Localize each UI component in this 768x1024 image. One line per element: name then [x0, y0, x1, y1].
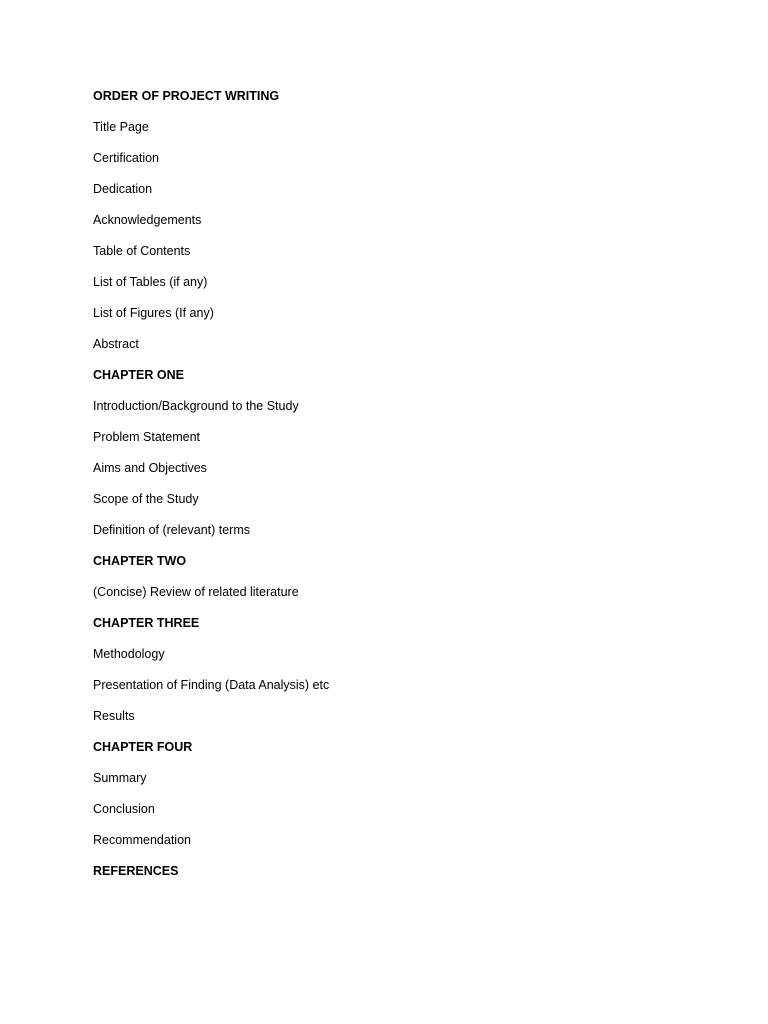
chapter-heading: CHAPTER THREE: [93, 616, 200, 630]
list-item: Scope of the Study: [93, 492, 199, 506]
project-order-list: [93, 87, 329, 893]
list-item: Definition of (relevant) terms: [93, 523, 251, 537]
chapter-heading: CHAPTER TWO: [93, 554, 187, 568]
list-item: Aims and Objectives: [93, 461, 207, 475]
document-title: ORDER OF PROJECT WRITING: [93, 89, 280, 103]
list-item: Summary: [93, 771, 147, 785]
list-item: (Concise) Review of related literature: [93, 585, 299, 599]
references-heading: REFERENCES: [93, 864, 179, 878]
list-item: Introduction/Background to the Study: [93, 399, 299, 413]
list-item: Presentation of Finding (Data Analysis) etc: [93, 678, 330, 692]
list-item: Acknowledgements: [93, 213, 202, 227]
list-item: Abstract: [93, 337, 139, 351]
list-item: Conclusion: [93, 802, 155, 816]
list-item: Methodology: [93, 647, 165, 661]
list-item: Dedication: [93, 182, 153, 196]
chapter-heading: CHAPTER ONE: [93, 368, 184, 382]
list-item: Recommendation: [93, 833, 191, 847]
list-item: Table of Contents: [93, 244, 191, 258]
chapter-heading: CHAPTER FOUR: [93, 740, 193, 754]
list-item: List of Tables (if any): [93, 275, 208, 289]
list-item: Results: [93, 709, 135, 723]
list-item: Certification: [93, 151, 159, 165]
list-item: Title Page: [93, 120, 149, 134]
list-item: Problem Statement: [93, 430, 200, 444]
list-item: List of Figures (If any): [93, 306, 214, 320]
